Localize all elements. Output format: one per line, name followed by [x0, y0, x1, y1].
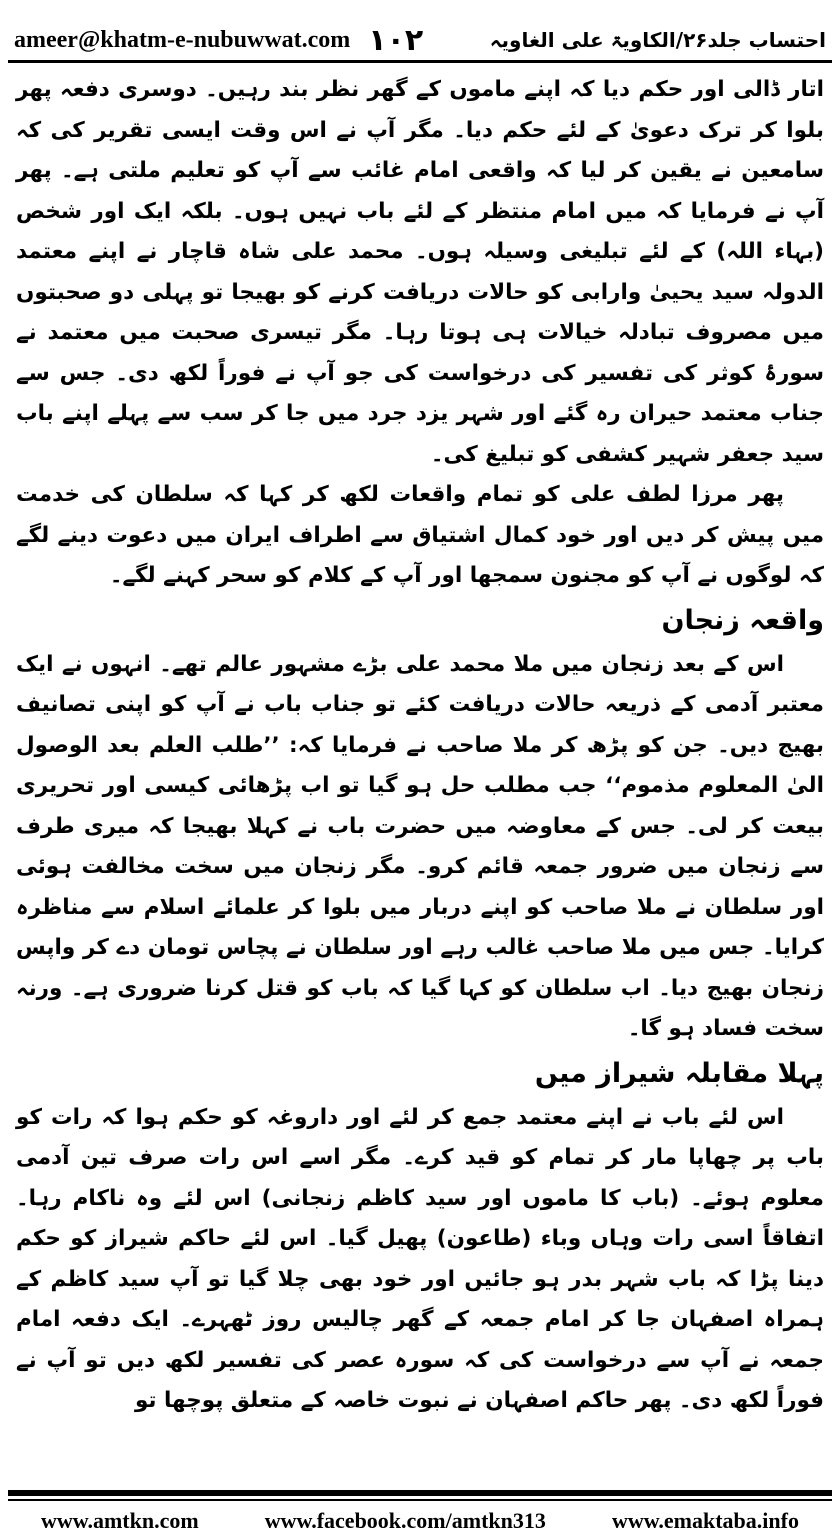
- footer-link-emaktaba[interactable]: www.emaktaba.info: [611, 1508, 799, 1533]
- section-heading-shiraz: پہلا مقابلہ شیراز میں: [534, 1057, 824, 1089]
- page-footer: [8, 1504, 832, 1538]
- zanjan-paragraph: [16, 645, 824, 1050]
- footer-link-amtkn[interactable]: www.amtkn.com: [41, 1508, 199, 1533]
- shiraz-paragraph: اس لئے باب نے اپنے معتمد جمع کر لئے اور داروغہ کو حکم ہوا کہ رات کو باب پر چھاپا مار کر تمام کو قید کرے۔ مگر اسے اس رات صرف تین آدمی معلوم ہوئے۔ (باب کا ماموں اور سید کاظم زنجانی) اس لئے وہ ناکام رہا۔ اتفاقاً اسی رات وہاں وباء (طاعون) پھیل گیا۔ اس لئے حاکم شیراز کو حکم دینا پڑا کہ باب شہر بدر ہو جائیں اور خود بھی چلا گیا تو آپ سید کاظم کے ہمراہ اصفہان جا کر امام جمعہ کے گھر چالیس روز ٹھہرے۔ ایک دفعہ امام جمعہ نے آپ سے درخواست کی کہ سورہ عصر کی تفسیر لکھ دیں تو آپ نے فوراً لکھ دی۔ پھر حاکم اصفہان نے نبوت خاصہ کے متعلق پوچھا تو: [16, 1104, 824, 1413]
- body-paragraph-2: پھر مرزا لطف علی کو تمام واقعات لکھ کر کہا کہ سلطان کی خدمت میں پیش کر دیں اور خود کمال اشتیاق سے اطراف ایران میں دعوت دینے لگے کہ لوگوں نے آپ کو مجنون سمجھا اور آپ کے کلام کو سحر کہنے لگے۔: [16, 482, 824, 588]
- running-title: احتساب جلد۲۶/الکاویۃ علی الغاویہ: [489, 28, 826, 52]
- page-header: [14, 18, 826, 62]
- header-left: [14, 23, 423, 58]
- header-rule: [8, 60, 832, 63]
- footer-rule-thin: [8, 1499, 832, 1501]
- footer-link-facebook[interactable]: www.facebook.com/amtkn313: [264, 1508, 546, 1533]
- zanjan-text-after-quote: ‘‘ جب مطلب حل ہو گیا تو اب پڑھائی کیسی اور تحریری بیعت کر لی۔ جس کے معاوضہ میں حضرت باب نے کہلا بھیجا کہ میری طرف سے زنجان میں ضرور جمعہ قائم کرو۔ مگر زنجان میں سخت مخالفت ہوئی اور سلطان نے ملا صاحب کو اپنے دربار میں بلوا کر علمائے اسلام سے مناظرہ کرایا۔ جس میں ملا صاحب غالب رہے اور سلطان نے پچاس تومان دے کر واپس زنجان بھیج دیا۔ اب سلطان کو کہا گیا کہ باب کو قتل کرنا ضروری ہے۔ ورنہ سخت فساد ہو گا۔: [16, 773, 824, 1041]
- zanjan-text-before-quote: اس کے بعد زنجان میں ملا محمد علی بڑے مشہور عالم تھے۔ انہوں نے ایک معتبر آدمی کے ذریعہ حالات دریافت کئے تو جناب باب نے آپ کو اپنی تصانیف بھیج دیں۔ جن کو پڑھ کر ملا صاحب نے فرمایا کہ: ’’: [16, 651, 824, 758]
- section-heading-zanjan: واقعہ زنجان: [661, 604, 824, 636]
- arabic-quote: طلب العلم بعد الوصول الیٰ المعلوم مذموم: [16, 732, 824, 798]
- page-number: ۱۰۲: [368, 22, 424, 58]
- header-email: ameer@khatm-e-nubuwwat.com: [14, 26, 351, 53]
- footer-rule-thick: [8, 1490, 832, 1496]
- page-body: [16, 70, 824, 1422]
- body-paragraph-1: اتار ڈالی اور حکم دیا کہ اپنے ماموں کے گھر نظر بند رہیں۔ دوسری دفعہ پھر بلوا کر ترک دعویٰ کے لئے حکم دیا۔ مگر آپ نے اس وقت ایسی تقریر کی کہ سامعین نے یقین کر لیا کہ واقعی امام غائب سے آپ کو تعلیم ملتی ہے۔ پھر آپ نے فرمایا کہ میں امام منتظر کے لئے باب نہیں ہوں۔ بلکہ ایک اور شخص (بہاء اللہ) کے لئے تبلیغی وسیلہ ہوں۔ محمد علی شاہ قاچار نے اپنے معتمد الدولہ سید یحییٰ وارابی کو حالات دریافت کرنے کو بھیجا تو پہلی دو صحبتوں میں مصروف تبادلہ خیالات ہی ہوتا رہا۔ مگر تیسری صحبت میں معتمد نے سورۂ کوثر کی تفسیر کی درخواست کی جو آپ نے فوراً لکھ دی۔ جس سے جناب معتمد حیران رہ گئے اور شہر یزد جرد میں جا کر سب سے پہلے اپنے باب سید جعفر شہیر کشفی کو تبلیغ کی۔: [16, 77, 824, 467]
